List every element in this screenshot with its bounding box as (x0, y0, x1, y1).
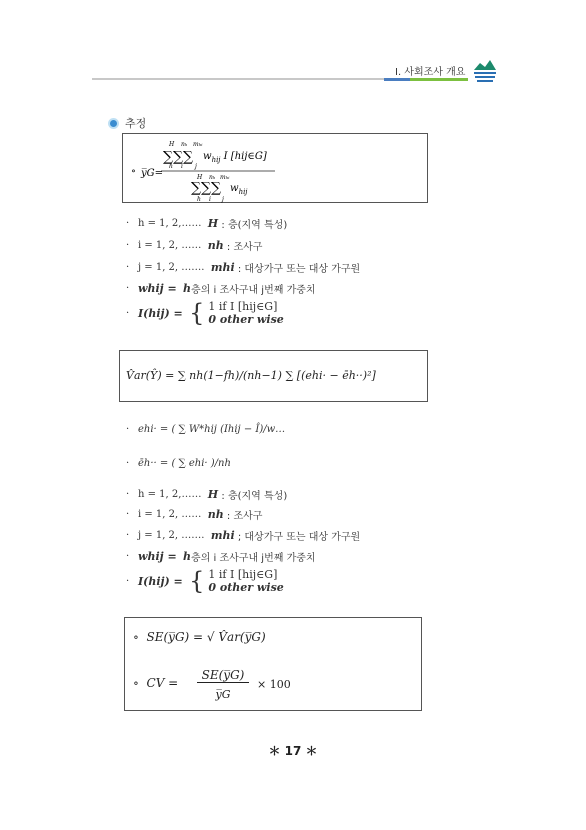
svg-text:j: j (222, 196, 224, 203)
svg-text:j: j (195, 163, 197, 170)
svg-text:∑∑∑: ∑∑∑ (191, 180, 221, 196)
cv-denominator: y̅G (215, 688, 231, 701)
svg-text:∘: ∘ (131, 166, 136, 177)
header-rule-blue (384, 78, 410, 81)
header-rule-gray (92, 78, 384, 80)
definition-h: · h = 1, 2,…… H : 층(지역 특성) (126, 217, 288, 231)
page-number: ＊ 17 ＊ (268, 744, 318, 758)
svg-text:i: i (181, 163, 183, 170)
standard-error-formula: ∘ SE(y̅G) = √ V̂ar(y̅G) (133, 630, 266, 644)
circle-bullet-icon (108, 118, 119, 129)
section-label: 추정 (125, 117, 147, 130)
definition-i: · i = 1, 2, …… nh : 조사구 (126, 239, 263, 253)
se-cv-formula-box (124, 617, 422, 711)
cv-numerator: SE(y̅G) (197, 668, 249, 683)
header-title: Ⅰ. 사회조사 개요 (395, 67, 466, 78)
svg-text:whij: $w_{hij}$ (230, 183, 248, 196)
header-rule-green (410, 78, 468, 81)
svg-text:i: i (209, 196, 211, 203)
definition-indicator: · I(hij) = { 1 if I [hij∈G] 0 other wise (126, 299, 284, 327)
svg-text:whij I [hij∈G]: $w_{hij}$ I [hij∈G] (203, 151, 267, 164)
estimate-formula-box (122, 133, 428, 203)
section-heading (108, 115, 146, 131)
svg-text:h: h (197, 196, 201, 203)
cv-multiplier: × 100 (257, 678, 291, 691)
definition-h-2: · h = 1, 2,…… H : 층(지역 특성) (126, 488, 288, 502)
definition-j-2: · j = 1, 2, ……. mhi ; 대상가구 또는 대상 가구원 (126, 529, 361, 543)
definition-i-2: · i = 1, 2, …… nh : 조사구 (126, 508, 263, 522)
residual-mean-formula: · ēh·· = ( ∑ ehi· )/nh (126, 458, 231, 469)
svg-text:h: h (169, 163, 173, 170)
mountain-logo-icon (472, 56, 498, 84)
svg-text:nₕ: nₕ (209, 174, 216, 181)
svg-text:nₕ: nₕ (181, 141, 188, 148)
variance-formula: V̂ar(Ŷ) = ∑ nh(1−fh)/(nh−1) ∑ [(ehi· − ēh··)²] (126, 369, 376, 382)
residual-formula: · ehi· = ( ∑ W*hij (Ihij − Î)/w… (126, 424, 286, 435)
svg-text:y̅G=: y̅G= (141, 168, 164, 179)
variance-formula-box (119, 350, 428, 402)
svg-text:H: H (197, 174, 203, 181)
mean-estimator-formula (123, 134, 429, 204)
svg-text:H: H (169, 141, 175, 148)
cv-formula-lhs: ∘ CV = (133, 676, 179, 690)
definition-indicator-2: · I(hij) = { 1 if I [hij∈G] 0 other wise (126, 567, 284, 595)
definition-j: · j = 1, 2, ……. mhi : 대상가구 또는 대상 가구원 (126, 261, 361, 275)
definition-weight-2: · whij = h 층의 i 조사구내 j번째 가중치 (126, 550, 316, 564)
definition-weight: · whij = h 층의 i 조사구내 j번째 가중치 (126, 282, 316, 296)
svg-text:mₕᵢ: mₕᵢ (220, 174, 230, 181)
svg-text:mₕᵢ: mₕᵢ (193, 141, 203, 148)
svg-text:∑∑∑: ∑∑∑ (163, 149, 193, 165)
